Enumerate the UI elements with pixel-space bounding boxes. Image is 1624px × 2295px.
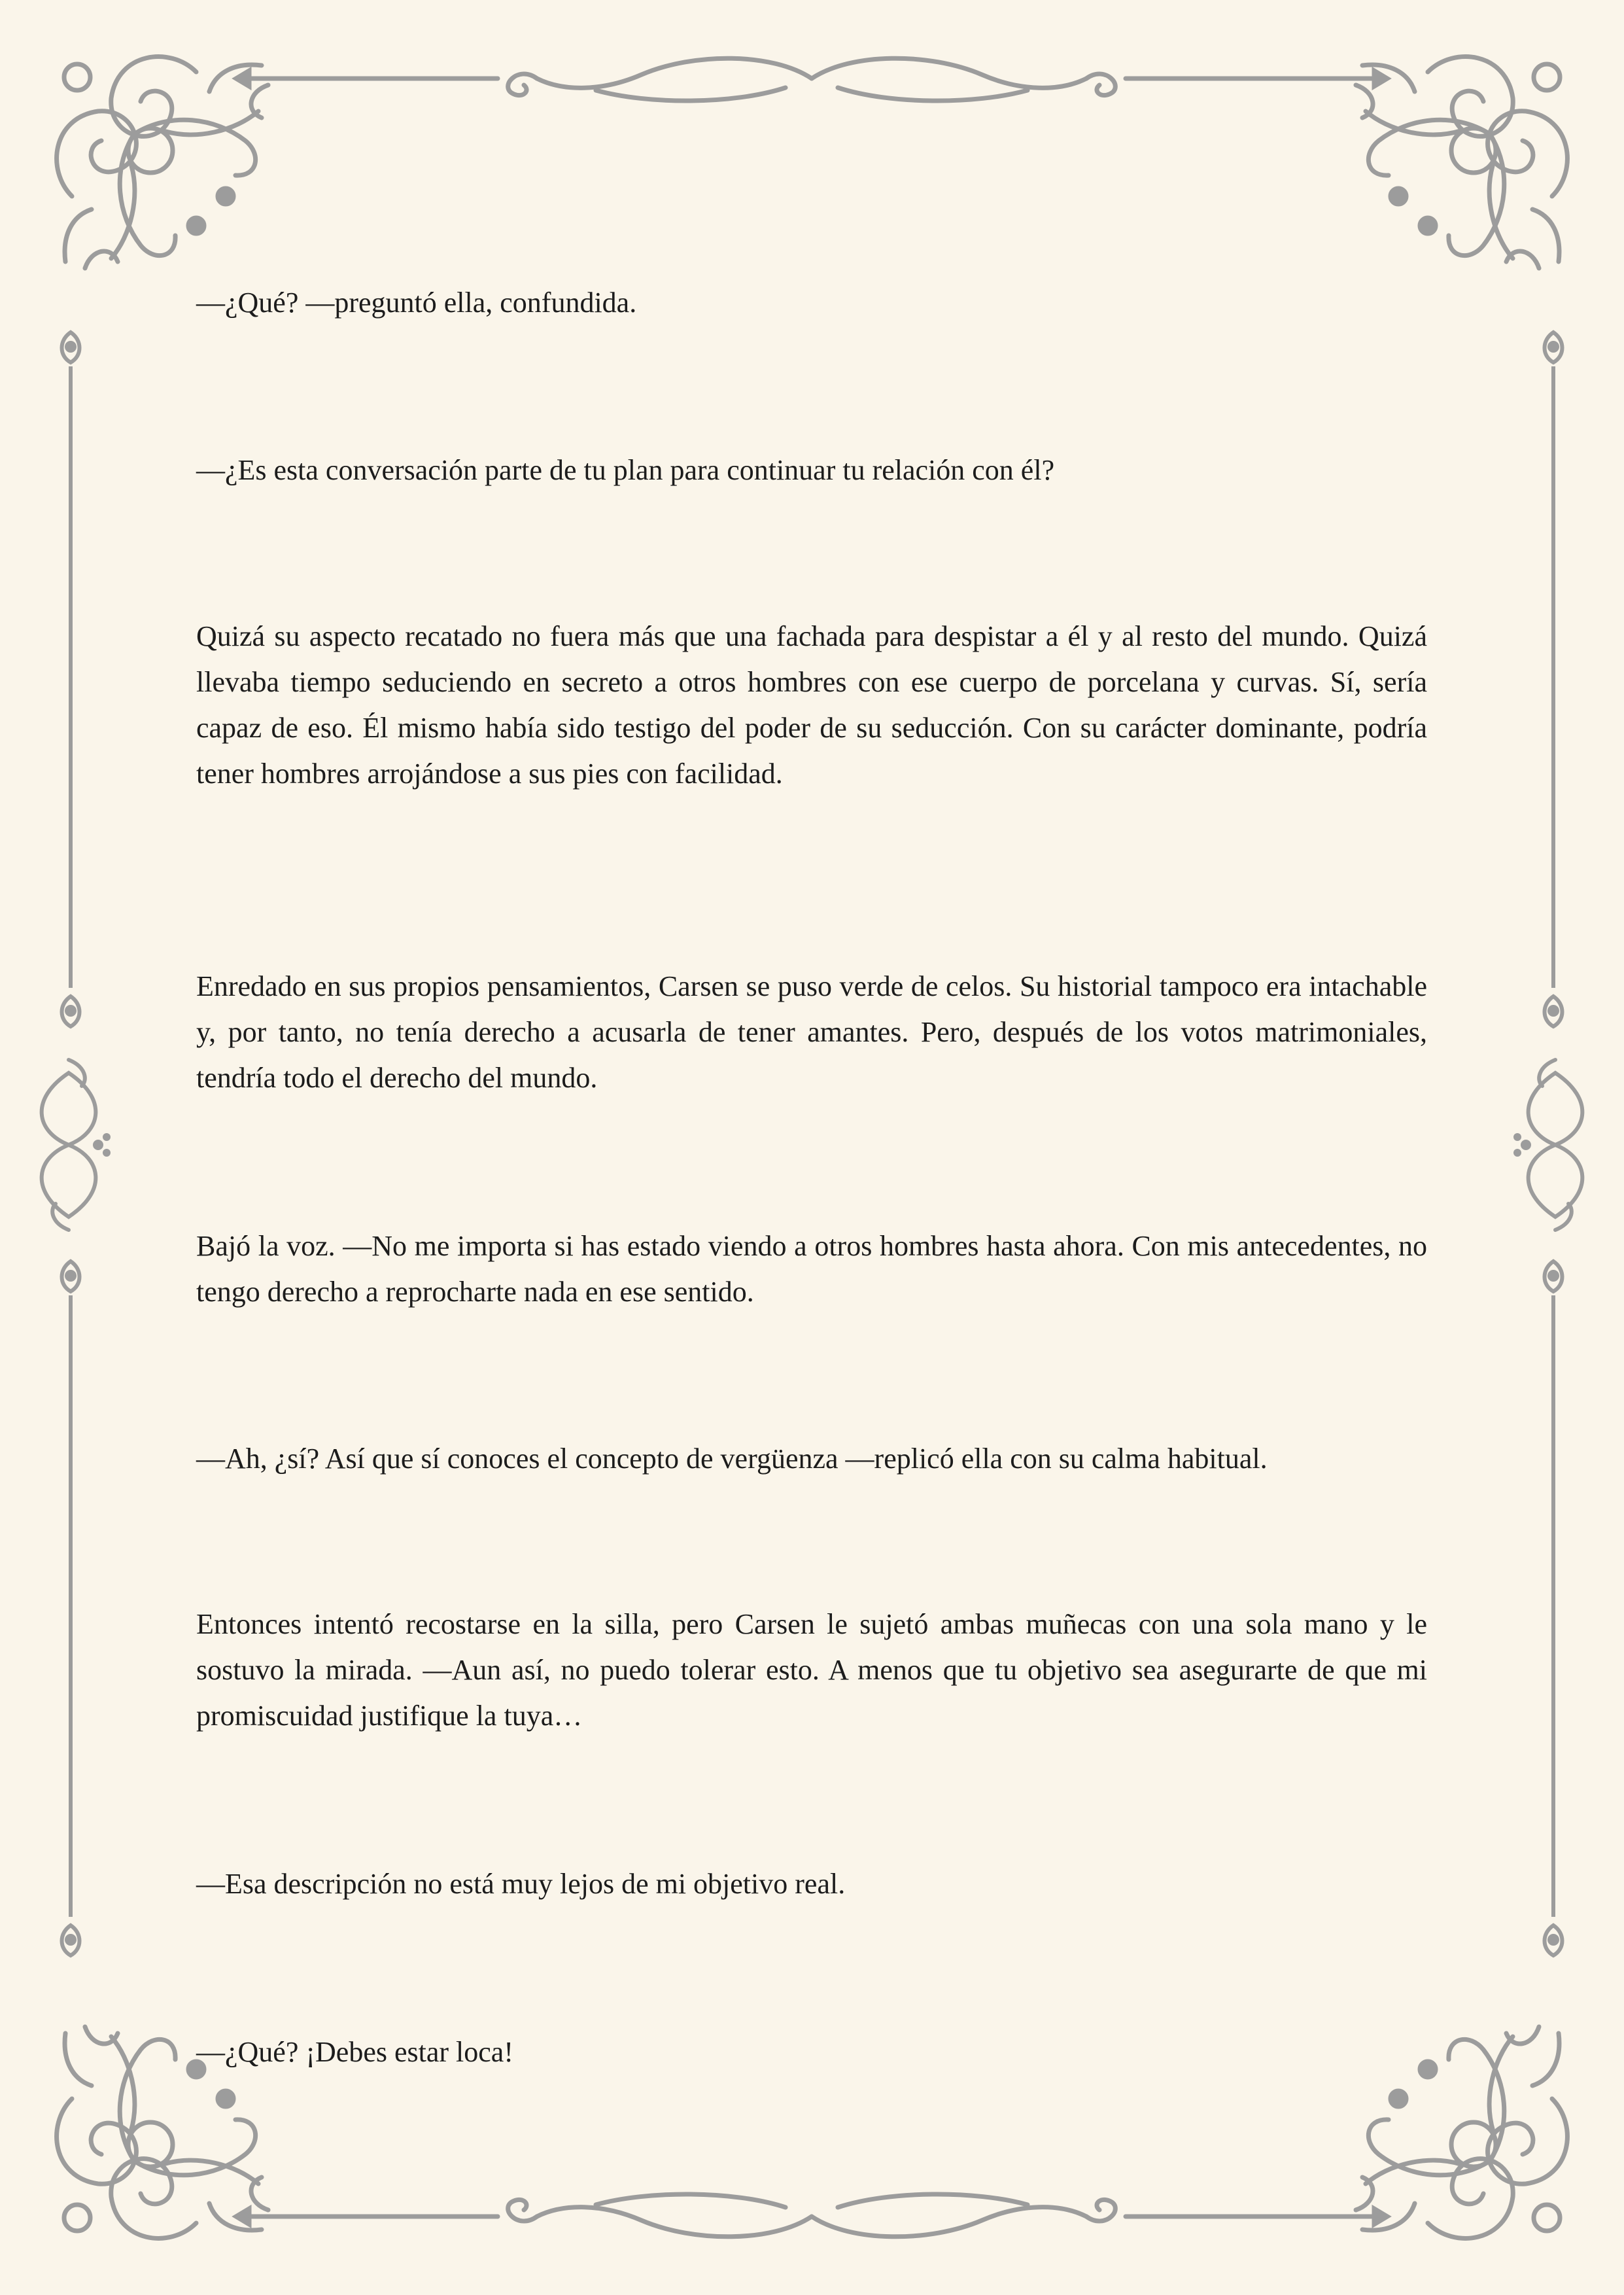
paragraph-1: —¿Qué? —preguntó ella, confundida. <box>196 287 637 319</box>
paragraph-4: Enredado en sus propios pensamientos, Carsen se puso verde de celos. Su historial tampoco era intachable y, por tanto, no tenía derecho a acusarla de tener amantes. Pero, después de los votos matrimoniales, tendría todo el derecho del mundo. <box>196 970 1427 1094</box>
right-side-ornament <box>1515 1060 1582 1230</box>
paragraph-2: —¿Es esta conversación parte de tu plan para continuar tu relación con él? <box>196 454 1055 486</box>
top-flourish <box>236 58 1387 101</box>
paragraph-8: —Esa descripción no está muy lejos de mi objetivo real. <box>196 1868 846 1900</box>
paragraph-9: —¿Qué? ¡Debes estar loca! <box>196 2036 513 2068</box>
paragraph-3: Quizá su aspecto recatado no fuera más que una fachada para despistar a él y al resto del mundo. Quizá llevaba tiempo seduciendo en secreto a otros hombres con ese cuerpo de porcelana y curvas. Sí, sería capaz de eso. Él mismo había sido testigo del poder de su seducción. Con su carácter dominante, podría tener hombres arrojándose a sus pies con facilidad. <box>196 620 1427 790</box>
paragraph-7: Entonces intentó recostarse en la silla, pero Carsen le sujetó ambas muñecas con una sola mano y le sostuvo la mirada. —Aun así, no puedo tolerar esto. A menos que tu objetivo sea asegurarte de que mi promiscuidad justifique la tuya… <box>196 1608 1427 1732</box>
corner-ornament-top-left <box>57 57 268 268</box>
paragraph-6: —Ah, ¿sí? Así que sí conoces el concepto de vergüenza —replicó ella con su calma habitual. <box>196 1443 1268 1475</box>
corner-ornament-top-right <box>1356 57 1567 268</box>
bottom-flourish <box>236 2194 1387 2237</box>
paragraph-5: Bajó la voz. —No me importa si has estado viendo a otros hombres hasta ahora. Con mis antecedentes, no tengo derecho a reprocharte nada en ese sentido. <box>196 1230 1427 1308</box>
left-side-ornament <box>42 1060 109 1230</box>
